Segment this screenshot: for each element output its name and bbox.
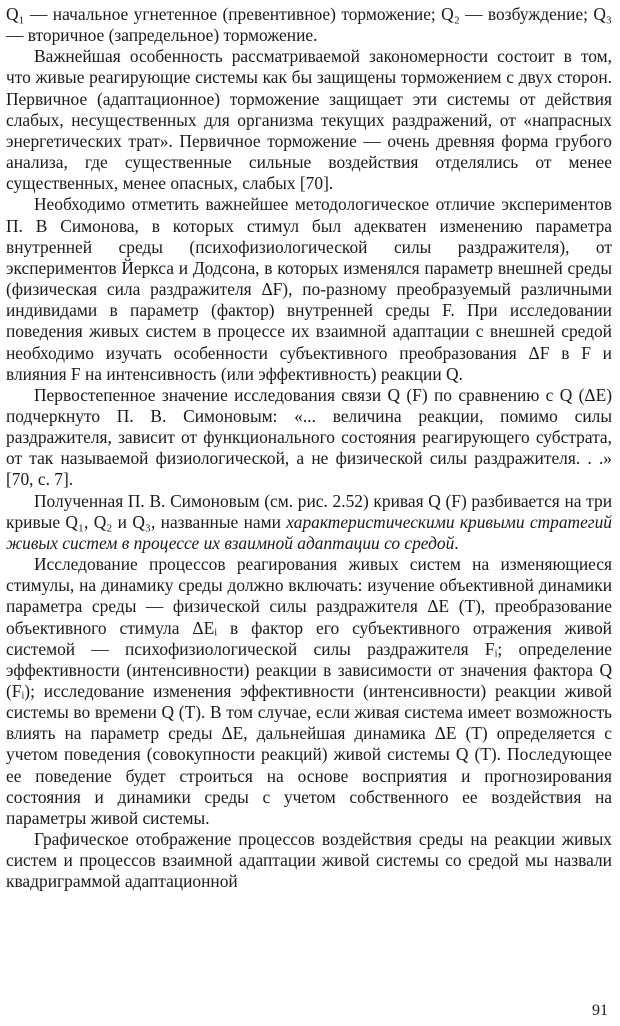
paragraph-legend: Q₁ — начальное угнетенное (превентивное) торможение; Q₂ — возбуждение; Q₃ — вторичное (запредельное) торможение. — [6, 4, 612, 46]
page-number: 91 — [592, 1002, 608, 1019]
curves-text-italic: характеристическими кривыми стратегий живых систем в процессе их взаимной адаптации со средой — [6, 511, 612, 553]
book-page — [6, 4, 612, 1022]
paragraph-inhibition: Важнейшая особенность рассматриваемой закономерности состоит в том, что живые реагирующие системы как бы защищены торможением с двух сторон. Первичное (адаптационное) торможение защищает эти системы от действия слабых, несущественных для организма текущих раздражений, от «напрасных энергетических трат». Первичное торможение — очень древняя форма грубого анализа, где существенные сильные воздействия отделялись от менее существенных, менее опасных, слабых [70]. — [6, 46, 612, 194]
curves-text-end: . — [454, 532, 459, 553]
paragraph-simonov-quote: Первостепенное значение исследования связи Q (F) по сравнению с Q (ΔE) подчеркнуто П. В. Симоновым: «... величина реакции, помимо силы раздражителя, зависит от функционального состояния реагирующего субстрата, от так называемой физиологической, а не физической силы раздражителя. . .» [70, с. 7]. — [6, 384, 612, 490]
paragraph-quadrigram: Графическое отображение процессов воздействия среды на реакции живых систем и процессов взаимной адаптации живой системы со средой мы назвали квадриграммой адаптационной — [6, 829, 612, 892]
curves-text-plain: Полученная П. В. Симоновым (см. рис. 2.52) кривая Q (F) разбивается на три кривые Q₁, Q₂ и Q₃, названные нами — [6, 490, 612, 532]
paragraph-curves — [6, 491, 612, 554]
paragraph-methodology: Необходимо отметить важнейшее методологическое отличие экспериментов П. В Симонова, в которых стимул был адекватен изменению параметра внутренней среды (психофизиологической силы раздражителя), от экспериментов Йеркса и Додсона, в которых изменялся параметр внешней среды (физическая сила раздражителя ΔF), по-разному преобразуемый различными индивидами в параметр (фактор) внутренней среды F. При исследовании поведения живых систем в процессе их взаимной адаптации с внешней средой необходимо изучать особенности субъективного преобразования ΔF в F и влияния F на интенсивность (или эффективность) реакции Q. — [6, 194, 612, 384]
paragraph-research: Исследование процессов реагирования живых систем на изменяющиеся стимулы, на динамику среды должно включать: изучение объективной динамики параметра среды — физической силы раздражителя ΔE (T), преобразование объективного стимула ΔEᵢ в фактор его субъективного отражения живой системой — психофизиологической силы раздражителя Fᵢ; определение эффективности (интенсивности) реакции в зависимости от значения фактора Q (Fᵢ); исследование изменения эффективности (интенсивности) реакции живой системы во времени Q (T). В том случае, если живая система имеет возможность влиять на параметр среды ΔE, дальнейшая динамика ΔE (T) определяется с учетом поведения (совокупности реакций) живой системы Q (T). Последующее ее поведение будет строиться на основе восприятия и прогнозирования состояния и динамики среды с учетом собственного ее воздействия на параметры живой системы. — [6, 554, 612, 828]
body-text — [6, 4, 612, 893]
